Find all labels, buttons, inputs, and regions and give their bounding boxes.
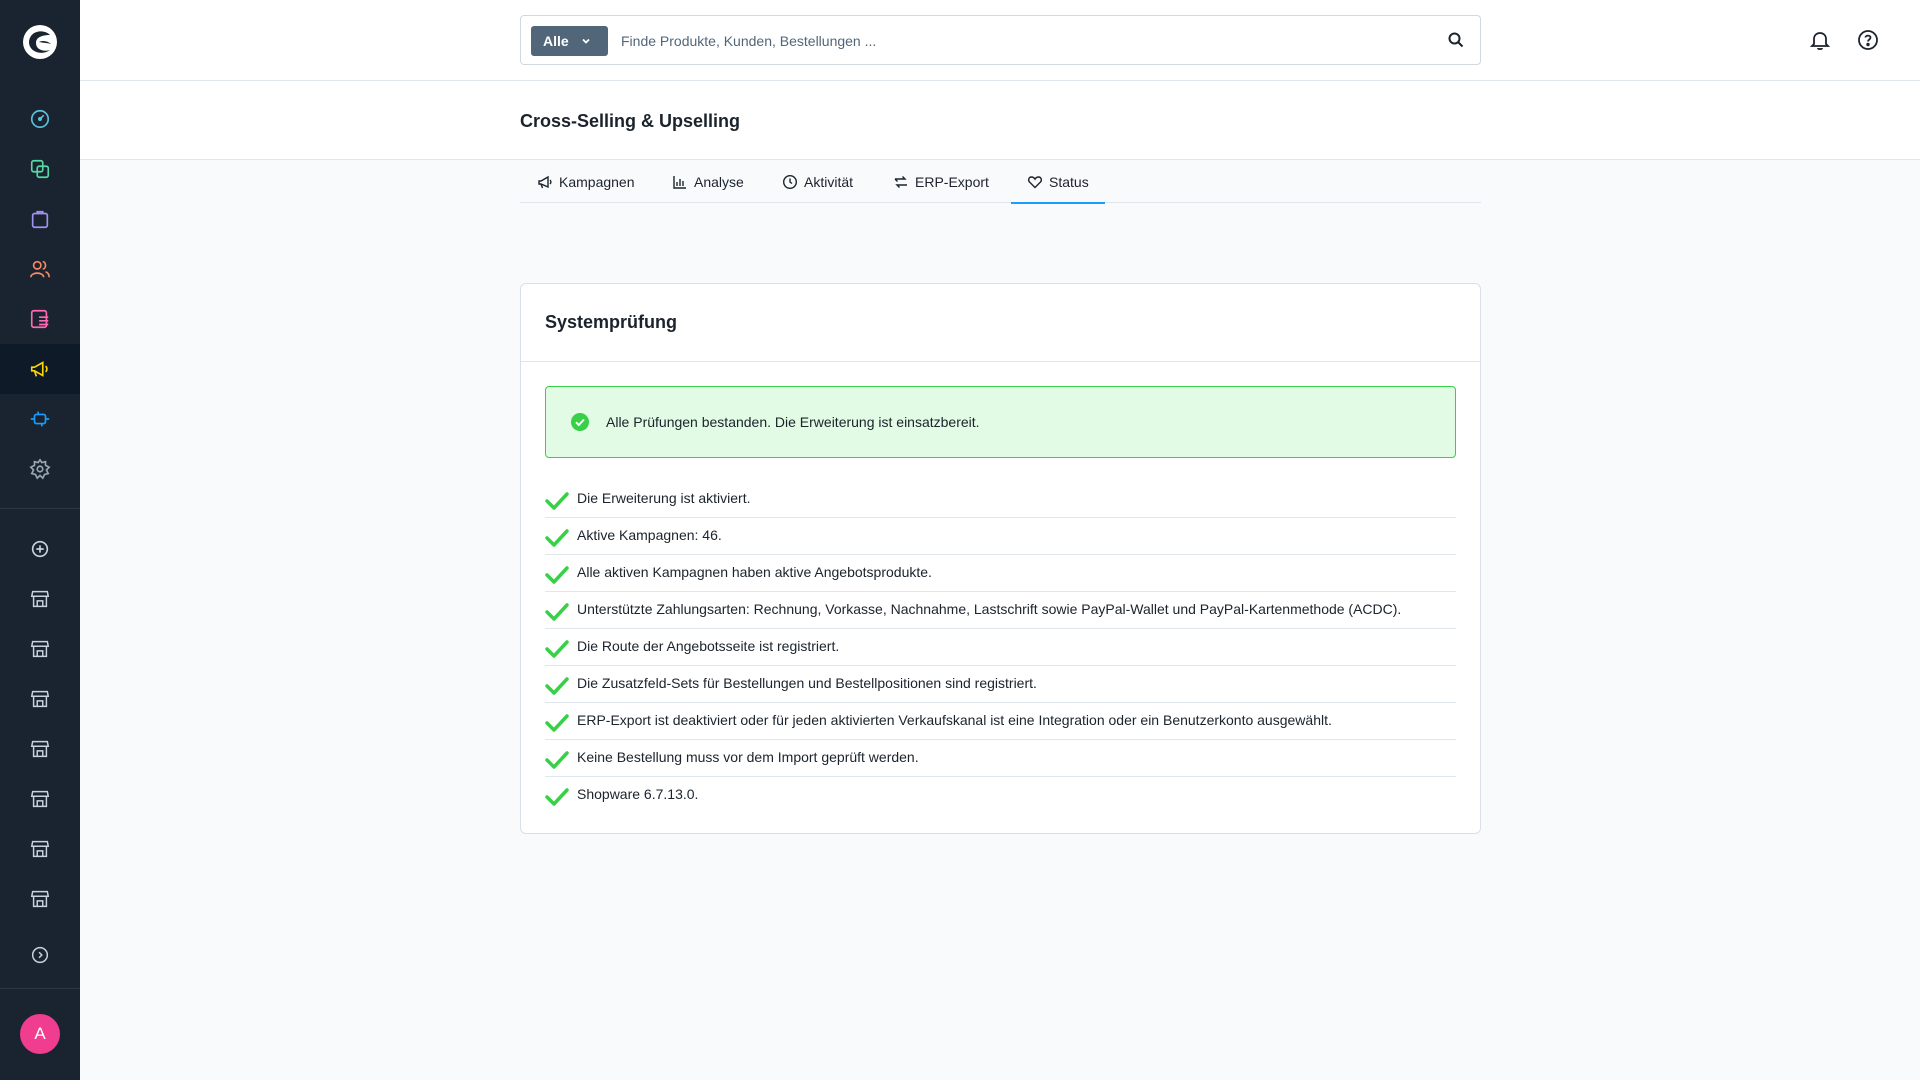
- tab-label: Status: [1049, 174, 1089, 190]
- nav-marketing[interactable]: [0, 344, 80, 394]
- check-item-text: Shopware 6.7.13.0.: [577, 786, 699, 802]
- page-header: [80, 81, 1920, 160]
- checkmark-icon: [545, 637, 569, 661]
- bar-chart-icon: [672, 174, 688, 190]
- nav-extensions[interactable]: [0, 394, 80, 444]
- success-alert: [545, 386, 1456, 458]
- checkmark-icon: [545, 600, 569, 624]
- nav-add-sales-channel[interactable]: [0, 524, 80, 574]
- tab-label: Analyse: [694, 174, 744, 190]
- marketing-icon: [29, 358, 51, 380]
- megaphone-icon: [537, 174, 553, 190]
- alert-message: Alle Prüfungen bestanden. Die Erweiterung ist einsatzbereit.: [606, 414, 980, 430]
- catalogue-icon: [29, 158, 51, 180]
- check-list: [545, 481, 1456, 814]
- check-item-text: Die Zusatzfeld-Sets für Bestellungen und Bestellpositionen sind registriert.: [577, 675, 1037, 691]
- tab-analyse[interactable]: [672, 161, 744, 203]
- nav-sales-channel-1[interactable]: [0, 574, 80, 624]
- checkmark-icon: [545, 785, 569, 809]
- clock-icon: [782, 174, 798, 190]
- heart-icon: [1027, 174, 1043, 190]
- nav-sales-channel-5[interactable]: [0, 774, 80, 824]
- tab-status[interactable]: [1027, 161, 1089, 203]
- dashboard-icon: [29, 108, 51, 130]
- customers-icon: [29, 258, 51, 280]
- nav-orders[interactable]: [0, 194, 80, 244]
- check-item: [545, 629, 1456, 666]
- storefront-icon: [29, 688, 51, 710]
- top-bar: [80, 0, 1920, 81]
- storefront-icon: [29, 838, 51, 860]
- storefront-icon: [29, 638, 51, 660]
- check-item-text: Die Erweiterung ist aktiviert.: [577, 490, 751, 506]
- nav-content[interactable]: [0, 294, 80, 344]
- nav-settings[interactable]: [0, 444, 80, 494]
- sidebar: [0, 0, 80, 1080]
- settings-icon: [29, 458, 51, 480]
- sidebar-divider: [0, 508, 80, 509]
- tab-bar: [520, 161, 1481, 203]
- shopware-logo-icon[interactable]: [20, 22, 60, 62]
- check-item-text: Unterstützte Zahlungsarten: Rechnung, Vorkasse, Nachnahme, Lastschrift sowie PayPal-Wallet und PayPal-Kartenmethode (ACDC).: [577, 601, 1402, 617]
- search-input[interactable]: [621, 26, 1401, 56]
- tab-aktivitaet[interactable]: [782, 161, 853, 203]
- chevron-down-icon: [581, 36, 591, 46]
- content-icon: [29, 308, 51, 330]
- check-item: [545, 555, 1456, 592]
- help-icon[interactable]: [1856, 28, 1880, 52]
- checkmark-icon: [545, 489, 569, 513]
- check-item: [545, 518, 1456, 555]
- search-type-label: Alle: [543, 33, 569, 49]
- chevron-right-circle-icon: [29, 944, 51, 966]
- extensions-icon: [29, 408, 51, 430]
- search-icon[interactable]: [1446, 30, 1466, 50]
- tab-label: Kampagnen: [559, 174, 635, 190]
- check-item-text: ERP-Export ist deaktiviert oder für jeden aktivierten Verkaufskanal ist eine Integration oder ein Benutzerkonto ausgewählt.: [577, 712, 1332, 728]
- nav-sales-channel-3[interactable]: [0, 674, 80, 724]
- nav-customers[interactable]: [0, 244, 80, 294]
- sidebar-collapse-toggle[interactable]: [0, 930, 80, 980]
- check-item: [545, 777, 1456, 814]
- plus-circle-icon: [29, 538, 51, 560]
- page-title: Cross-Selling & Upselling: [520, 111, 741, 131]
- storefront-icon: [29, 788, 51, 810]
- global-search: [520, 15, 1481, 65]
- nav-dashboard[interactable]: [0, 94, 80, 144]
- check-item: [545, 703, 1456, 740]
- nav-sales-channel-7[interactable]: [0, 874, 80, 924]
- checkmark-icon: [545, 674, 569, 698]
- search-type-select[interactable]: [531, 26, 608, 56]
- check-item-text: Keine Bestellung muss vor dem Import geprüft werden.: [577, 749, 919, 765]
- bell-icon[interactable]: [1808, 28, 1832, 52]
- nav-sales-channel-4[interactable]: [0, 724, 80, 774]
- tab-kampagnen[interactable]: [537, 161, 635, 203]
- check-item-text: Alle aktiven Kampagnen haben aktive Angebotsprodukte.: [577, 564, 932, 580]
- tab-erp-export[interactable]: [893, 161, 989, 203]
- check-item: [545, 592, 1456, 629]
- storefront-icon: [29, 888, 51, 910]
- user-avatar[interactable]: A: [20, 1014, 60, 1054]
- system-check-card: [520, 283, 1481, 834]
- tab-label: Aktivität: [804, 174, 854, 190]
- nav-sales-channel-6[interactable]: [0, 824, 80, 874]
- tab-label: ERP-Export: [915, 174, 989, 190]
- check-item-text: Die Route der Angebotsseite ist registriert.: [577, 638, 840, 654]
- checkmark-icon: [545, 526, 569, 550]
- checkmark-icon: [545, 711, 569, 735]
- card-divider: [521, 361, 1480, 362]
- checkmark-icon: [545, 748, 569, 772]
- check-item-text: Aktive Kampagnen: 46.: [577, 527, 722, 543]
- arrows-exchange-icon: [893, 174, 909, 190]
- nav-sales-channel-2[interactable]: [0, 624, 80, 674]
- check-circle-icon: [570, 412, 590, 432]
- storefront-icon: [29, 738, 51, 760]
- check-item: [545, 666, 1456, 703]
- orders-icon: [29, 208, 51, 230]
- card-title: Systemprüfung: [545, 312, 678, 332]
- storefront-icon: [29, 588, 51, 610]
- sidebar-divider: [0, 988, 80, 989]
- check-item: [545, 481, 1456, 518]
- nav-catalogues[interactable]: [0, 144, 80, 194]
- checkmark-icon: [545, 563, 569, 587]
- check-item: [545, 740, 1456, 777]
